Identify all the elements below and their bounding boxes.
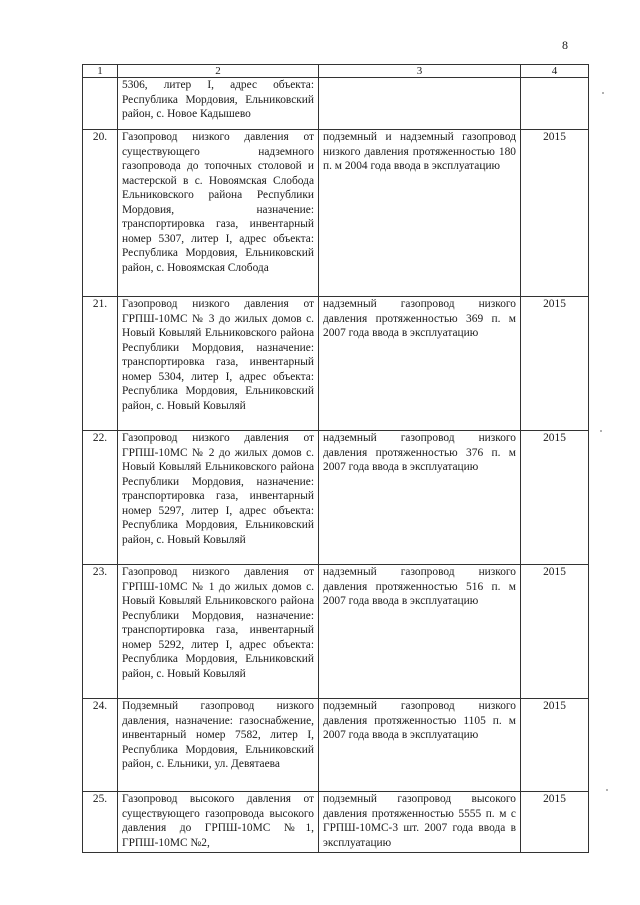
object-description: Газопровод низкого давления от ГРПШ-10МС № 3 до жилых домов с. Новый Ковыляй Ельниковского района Республики Мордовия, назначение: транспортировка газа, инвентарный номер 5304, литер I, адрес объекта: Республика Мордовия, Ельниковский район, с. Новый Ковыляй — [118, 297, 319, 431]
object-specification: надземный газопровод низкого давления протяженностью 516 п. м 2007 года ввода в эксплуатацию — [319, 565, 521, 699]
column-number: 1 — [83, 65, 118, 78]
row-number: 20. — [83, 130, 118, 297]
object-specification: надземный газопровод низкого давления протяженностью 369 п. м 2007 года ввода в эксплуатацию — [319, 297, 521, 431]
property-registry-table — [82, 64, 589, 853]
table-row — [83, 699, 589, 792]
column-number: 2 — [118, 65, 319, 78]
object-specification: подземный газопровод низкого давления протяженностью 1105 п. м 2007 года ввода в эксплуатацию — [319, 699, 521, 792]
year — [521, 78, 589, 130]
scan-speck — [602, 92, 604, 94]
object-description: Газопровод высокого давления от существующего газопровода высокого давления до ГРПШ-10МС №1, ГРПШ-10МС №2, — [118, 792, 319, 853]
row-number: 21. — [83, 297, 118, 431]
row-number: 24. — [83, 699, 118, 792]
row-number: 23. — [83, 565, 118, 699]
row-number — [83, 78, 118, 130]
object-specification: подземный и надземный газопровод низкого давления протяженностью 180 п. м 2004 года ввода в эксплуатацию — [319, 130, 521, 297]
table-row — [83, 431, 589, 565]
year: 2015 — [521, 792, 589, 853]
object-specification: подземный газопровод высокого давления протяженностью 5555 п. м с ГРПШ-10МС-3 шт. 2007 года ввода в эксплуатацию — [319, 792, 521, 853]
object-specification: надземный газопровод низкого давления протяженностью 376 п. м 2007 года ввода в эксплуатацию — [319, 431, 521, 565]
column-number: 4 — [521, 65, 589, 78]
table-row — [83, 130, 589, 297]
table-row — [83, 565, 589, 699]
object-description: Газопровод низкого давления от ГРПШ-10МС № 2 до жилых домов с. Новый Ковыляй Ельниковского района Республики Мордовия, назначение: транспортировка газа, инвентарный номер 5297, литер I, адрес объекта: Республика Мордовия, Ельниковский район, с. Новый Ковыляй — [118, 431, 319, 565]
year: 2015 — [521, 431, 589, 565]
year: 2015 — [521, 699, 589, 792]
object-description: Газопровод низкого давления от существующего надземного газопровода до топочных столовой и мастерской в с. Новоямская Слобода Ельниковского района Республики Мордовия, назначение: транспортировка газа, инвентарный номер 5307, литер I, адрес объекта: Республика Мордовия, Ельниковский район, с. Новоямская Слобода — [118, 130, 319, 297]
table-row — [83, 297, 589, 431]
object-specification — [319, 78, 521, 130]
year: 2015 — [521, 130, 589, 297]
table-row — [83, 78, 589, 130]
scan-speck — [600, 430, 602, 432]
table-row — [83, 792, 589, 853]
year: 2015 — [521, 297, 589, 431]
object-description: Газопровод низкого давления от ГРПШ-10МС № 1 до жилых домов с. Новый Ковыляй Ельниковского района Республики Мордовия, назначение: транспортировка газа, инвентарный номер 5292, литер I, адрес объекта: Республика Мордовия, Ельниковский район, с. Новый Ковыляй — [118, 565, 319, 699]
year: 2015 — [521, 565, 589, 699]
column-number: 3 — [319, 65, 521, 78]
column-number-row — [83, 65, 589, 78]
row-number: 22. — [83, 431, 118, 565]
scan-speck — [606, 789, 608, 791]
object-description: Подземный газопровод низкого давления, назначение: газоснабжение, инвентарный номер 7582, литер I, Республика Мордовия, Ельниковский район, с. Ельники, ул. Девятаева — [118, 699, 319, 792]
object-description: 5306, литер I, адрес объекта: Республика Мордовия, Ельниковский район, с. Новое Кадышево — [118, 78, 319, 130]
row-number: 25. — [83, 792, 118, 853]
page-number: 8 — [562, 38, 568, 52]
